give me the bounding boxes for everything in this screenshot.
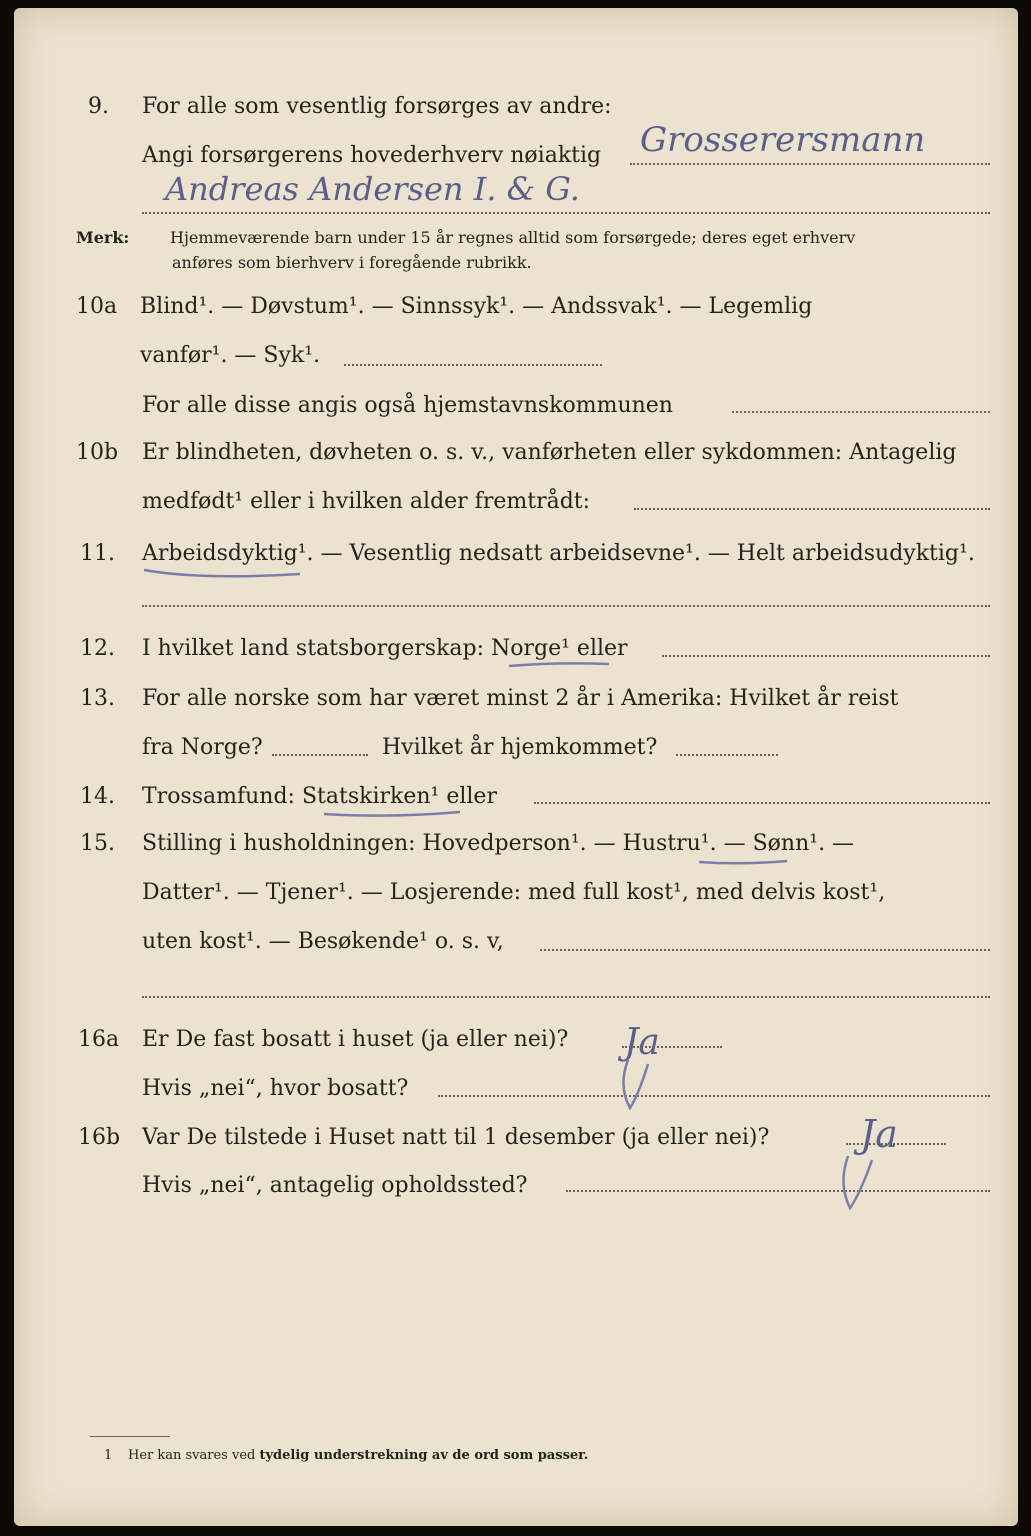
footnote-text-regular: Her kan svares ved [128,1448,256,1463]
item-number-11: 11. [80,541,115,566]
handwritten-ditto-16b [836,1150,886,1216]
answer-line-15b [142,996,990,998]
note-line-2: anføres som bierhverv i foregående rubrikk. [172,253,532,272]
answer-line-10a-home [732,411,990,413]
item-number-10a: 10a [76,294,118,319]
question-16b-line-2: Hvis „nei“, antagelig opholdssted? [142,1173,528,1198]
question-10b-line-1: Er blindheten, døvheten o. s. v., vanførheten eller sykdommen: Antagelig [142,440,957,465]
item-number-9: 9. [88,94,109,119]
question-15-line-1: Stilling i husholdningen: Hovedperson¹. — Hustru¹. — Sønn¹. — [142,831,855,856]
question-13-line-1: For alle norske som har været minst 2 år i Amerika: Hvilket år reist [142,686,899,711]
answer-line-15 [540,949,990,951]
question-9-line-2: Angi forsørgerens hovederhverv nøiaktig [142,143,602,168]
question-14: Trossamfund: Statskirken¹ eller [142,784,497,809]
item-number-14: 14. [80,784,115,809]
question-10b-line-2: medfødt¹ eller i hvilken alder fremtrådt: [142,489,591,514]
note-label: Merk: [76,228,130,247]
footnote-text [128,1448,588,1464]
item-number-16a: 16a [78,1027,120,1052]
question-15-line-3: uten kost¹. — Besøkende¹ o. s. v, [142,929,504,954]
question-10a-line-3: For alle disse angis også hjemstavnskommunen [142,393,673,418]
footnote-rule [90,1436,170,1437]
answer-line-16b-where [566,1190,990,1192]
answer-line-10a [344,364,602,366]
answer-line-9a [630,163,990,165]
answer-line-16a-where [438,1095,990,1097]
answer-line-13-returned [676,754,778,756]
question-16a-line-2: Hvis „nei“, hvor bosatt? [142,1076,409,1101]
underline-arbeidsdyktig [140,562,310,582]
question-13-line-2b: Hvilket år hjemkommet? [382,735,658,760]
question-13-line-2a: fra Norge? [142,735,263,760]
underline-norge [505,656,615,676]
item-number-13: 13. [80,686,115,711]
item-number-16b: 16b [78,1125,121,1150]
question-16a-line-1: Er De fast bosatt i huset (ja eller nei)? [142,1027,569,1052]
question-10a-line-2: vanfør¹. — Syk¹. [140,343,321,368]
question-16b-line-1: Var De tilstede i Huset natt til 1 desember (ja eller nei)? [142,1125,770,1150]
footnote-mark: 1 [104,1448,113,1463]
answer-line-11 [142,605,990,607]
answer-line-14 [534,802,990,804]
answer-line-13-left [272,754,368,756]
handwritten-ditto-16a [614,1056,664,1116]
answer-line-10b [634,508,990,510]
question-10a-line-1: Blind¹. — Døvstum¹. — Sinnssyk¹. — Andssvak¹. — Legemlig [140,294,813,319]
underline-statskirken [320,804,470,824]
question-9-line-1: For alle som vesentlig forsørges av andre: [142,94,612,119]
question-12: I hvilket land statsborgerskap: Norge¹ eller [142,636,628,661]
handwritten-answer-16b: Ja [860,1112,898,1156]
handwritten-answer-16a: Ja [624,1022,660,1063]
item-number-12: 12. [80,636,115,661]
handwritten-occupation-continued: Andreas Andersen I. & G. [165,170,580,208]
answer-line-9b [142,212,990,214]
question-11: Arbeidsdyktig¹. — Vesentlig nedsatt arbeidsevne¹. — Helt arbeidsudyktig¹. [142,541,975,566]
underline-hustru [695,852,795,872]
question-15-line-2: Datter¹. — Tjener¹. — Losjerende: med full kost¹, med delvis kost¹, [142,880,886,905]
footnote-text-bold: tydelig understrekning av de ord som passer. [259,1448,589,1463]
item-number-15: 15. [80,831,115,856]
item-number-10b: 10b [76,440,119,465]
answer-line-12 [662,655,990,657]
handwritten-occupation: Grosserersmann [640,120,926,160]
note-line-1: Hjemmeværende barn under 15 år regnes alltid som forsørgede; deres eget erhverv [170,228,856,247]
